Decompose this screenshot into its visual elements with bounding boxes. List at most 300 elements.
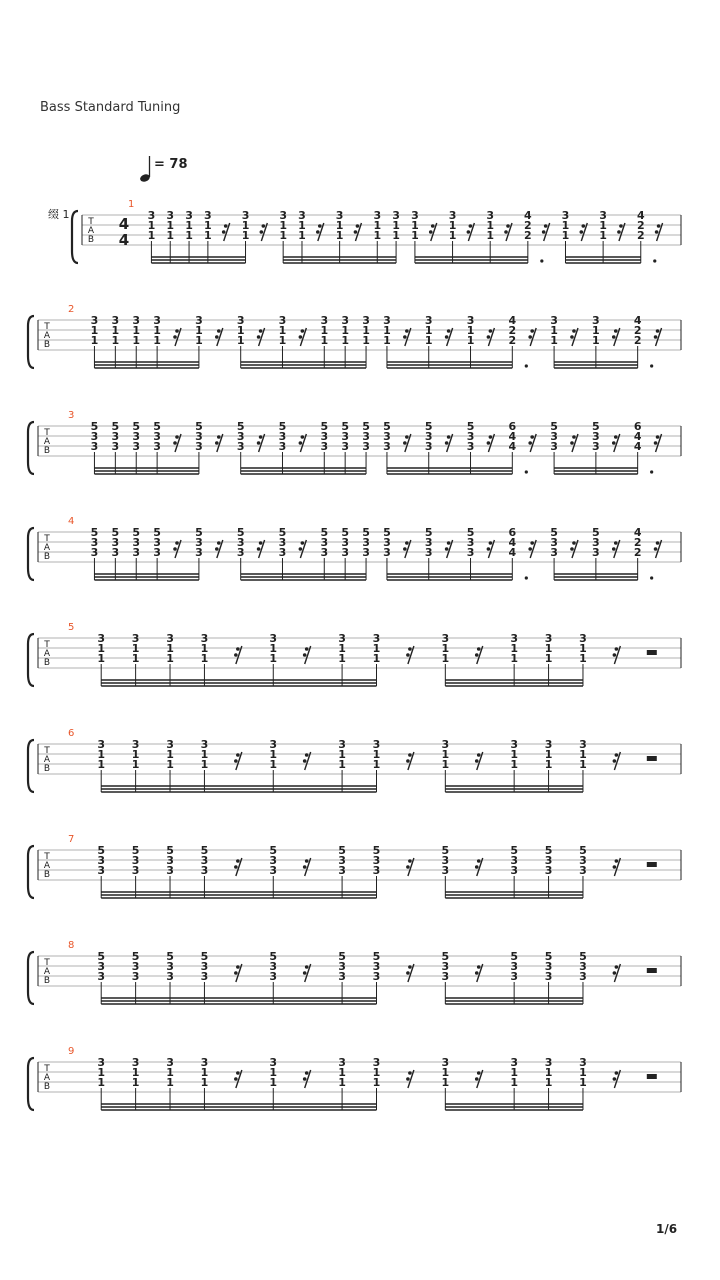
fret-number: 1 <box>147 229 156 242</box>
fret-number: 3 <box>579 960 587 973</box>
rest-dot <box>260 230 264 234</box>
rest-dot <box>487 441 491 445</box>
page-indicator[interactable]: 1/6 <box>656 1222 678 1236</box>
fret-number: 1 <box>131 642 140 655</box>
fret-number: 5 <box>341 420 349 433</box>
rest-dot <box>467 230 471 234</box>
fret-number: 1 <box>383 324 391 337</box>
fret-number: 3 <box>153 314 161 327</box>
tab-system <box>0 195 720 295</box>
fret-number: 1 <box>200 758 209 771</box>
rest-dot <box>305 965 309 969</box>
fret-number: 5 <box>132 526 141 539</box>
fret-number: 5 <box>90 526 99 539</box>
fret-number: 5 <box>510 844 518 857</box>
measure-number: 5 <box>68 622 75 633</box>
fret-number: 1 <box>373 229 382 242</box>
fret-number: 2 <box>524 229 532 242</box>
rest-dot <box>615 859 619 863</box>
rest-dot <box>305 1071 309 1075</box>
fret-number: 5 <box>90 420 99 433</box>
fret-number: 1 <box>200 748 209 761</box>
fret-number: 1 <box>132 334 141 347</box>
rest-dot <box>236 859 240 863</box>
fret-number: 1 <box>392 219 400 232</box>
fret-number: 3 <box>550 440 558 453</box>
fret-number: 3 <box>441 864 450 877</box>
fret-number: 1 <box>544 748 553 761</box>
fret-number: 1 <box>466 324 475 337</box>
fret-number: 3 <box>550 536 558 549</box>
rest-dot <box>582 224 586 228</box>
fret-number: 3 <box>200 864 209 877</box>
rest-dot <box>612 441 616 445</box>
fret-number: 5 <box>510 950 518 963</box>
rest-dot <box>654 335 658 339</box>
fret-number: 1 <box>486 219 495 232</box>
rest-dot <box>477 1071 481 1075</box>
fret-number: 5 <box>278 420 287 433</box>
tab-system-svg <box>0 406 720 506</box>
half-rest-icon <box>647 862 657 867</box>
rest-dot <box>475 1077 479 1081</box>
fret-number: 1 <box>550 334 558 347</box>
fret-number: 3 <box>111 546 120 559</box>
fret-number: 3 <box>166 1056 174 1069</box>
tab-clef-letter: B <box>43 1082 51 1092</box>
rest-dot <box>570 547 574 551</box>
rest-dot <box>222 230 226 234</box>
rest-dot <box>175 435 179 439</box>
rest-dot <box>544 224 548 228</box>
time-signature-top: 4 <box>118 215 130 233</box>
rest-dot <box>408 1071 412 1075</box>
tab-clef-letter: B <box>87 235 95 245</box>
dot-icon <box>650 470 653 473</box>
fret-number: 3 <box>278 546 287 559</box>
fret-number: 1 <box>166 229 175 242</box>
rest-dot <box>477 859 481 863</box>
fret-number: 1 <box>592 324 600 337</box>
rest-dot <box>477 753 481 757</box>
fret-number: 1 <box>335 229 344 242</box>
fret-number: 3 <box>131 960 140 973</box>
rest-dot <box>613 865 617 869</box>
system-brace <box>28 952 34 1004</box>
fret-number: 1 <box>90 324 99 337</box>
rest-dot <box>469 224 473 228</box>
tempo-value: = 78 <box>154 157 188 172</box>
fret-number: 3 <box>320 440 329 453</box>
rest-dot <box>408 965 412 969</box>
rest-dot <box>303 653 307 657</box>
fret-number: 1 <box>510 652 518 665</box>
fret-number: 3 <box>373 209 382 222</box>
fret-number: 3 <box>132 546 141 559</box>
fret-number: 3 <box>383 440 391 453</box>
fret-number: 5 <box>166 844 174 857</box>
rest-dot <box>615 753 619 757</box>
tab-system <box>0 300 720 400</box>
fret-number: 3 <box>320 430 329 443</box>
system-brace <box>28 528 34 580</box>
fret-number: 3 <box>544 960 553 973</box>
fret-number: 3 <box>338 864 346 877</box>
dot-icon <box>540 259 543 262</box>
fret-number: 3 <box>550 430 558 443</box>
fret-number: 3 <box>441 854 450 867</box>
rest-dot <box>489 541 493 545</box>
rest-dot <box>215 335 219 339</box>
fret-number: 3 <box>153 440 161 453</box>
dot-icon <box>525 364 528 367</box>
fret-number: 3 <box>383 546 391 559</box>
fret-number: 1 <box>338 758 346 771</box>
rest-dot <box>303 971 307 975</box>
fret-number: 3 <box>200 632 209 645</box>
fret-number: 1 <box>298 229 306 242</box>
fret-number: 3 <box>466 536 475 549</box>
tab-clef-letter: B <box>43 658 51 668</box>
fret-number: 3 <box>200 854 209 867</box>
measure-number: 4 <box>68 516 75 527</box>
measure-number: 9 <box>68 1046 75 1057</box>
fret-number: 1 <box>131 1066 140 1079</box>
tab-clef-letter: A <box>43 967 51 977</box>
tab-system <box>0 724 720 824</box>
rest-dot <box>299 547 303 551</box>
fret-number: 4 <box>508 314 517 327</box>
fret-number: 4 <box>633 430 642 443</box>
fret-number: 1 <box>195 334 203 347</box>
rest-dot <box>259 329 263 333</box>
fret-number: 5 <box>97 950 106 963</box>
fret-number: 3 <box>195 536 203 549</box>
fret-number: 4 <box>524 209 532 222</box>
rest-dot <box>403 441 407 445</box>
fret-number: 6 <box>508 526 517 539</box>
fret-number: 3 <box>90 314 99 327</box>
tab-clef-letter: T <box>44 958 50 968</box>
fret-number: 3 <box>372 864 381 877</box>
fret-number: 5 <box>362 526 370 539</box>
rest-dot <box>408 859 412 863</box>
fret-number: 3 <box>90 440 99 453</box>
rest-dot <box>215 441 219 445</box>
tab-clef-letter: A <box>43 331 51 341</box>
fret-number: 3 <box>338 1056 346 1069</box>
fret-number: 5 <box>153 526 161 539</box>
fret-number: 3 <box>90 546 99 559</box>
rest-dot <box>475 759 479 763</box>
fret-number: 1 <box>298 219 306 232</box>
fret-number: 1 <box>544 1076 553 1089</box>
rest-dot <box>354 230 358 234</box>
rest-dot <box>262 224 266 228</box>
tab-clef-letter: A <box>43 543 51 553</box>
rest-dot <box>408 647 412 651</box>
fret-number: 1 <box>90 334 99 347</box>
rest-dot <box>234 865 238 869</box>
fret-number: 3 <box>269 970 278 983</box>
rest-dot <box>217 541 221 545</box>
fret-number: 1 <box>510 1076 518 1089</box>
fret-number: 1 <box>441 758 450 771</box>
rest-dot <box>615 647 619 651</box>
rest-dot <box>236 647 240 651</box>
fret-number: 3 <box>278 430 287 443</box>
fret-number: 1 <box>341 334 349 347</box>
fret-number: 3 <box>111 536 120 549</box>
fret-number: 3 <box>579 738 587 751</box>
fret-number: 3 <box>200 738 209 751</box>
fret-number: 3 <box>362 314 370 327</box>
fret-number: 1 <box>579 758 587 771</box>
rest-dot <box>572 435 576 439</box>
fret-number: 5 <box>592 526 600 539</box>
fret-number: 2 <box>636 219 645 232</box>
fret-number: 3 <box>236 536 245 549</box>
rest-dot <box>447 435 451 439</box>
tab-system-svg <box>0 724 720 824</box>
fret-number: 3 <box>200 1056 209 1069</box>
fret-number: 5 <box>132 420 141 433</box>
fret-number: 3 <box>131 632 140 645</box>
fret-number: 3 <box>362 546 370 559</box>
fret-number: 3 <box>236 440 245 453</box>
fret-number: 1 <box>510 758 518 771</box>
fret-number: 3 <box>200 960 209 973</box>
fret-number: 1 <box>599 229 607 242</box>
fret-number: 1 <box>383 334 391 347</box>
fret-number: 1 <box>448 219 457 232</box>
fret-number: 5 <box>111 420 120 433</box>
rest-dot <box>612 547 616 551</box>
rest-dot <box>301 329 305 333</box>
fret-number: 1 <box>278 324 287 337</box>
fret-number: 3 <box>579 632 587 645</box>
tab-clef-letter: A <box>43 861 51 871</box>
rest-dot <box>447 541 451 545</box>
rest-dot <box>613 653 617 657</box>
rest-dot <box>173 335 177 339</box>
rest-dot <box>477 965 481 969</box>
measure-number: 6 <box>68 728 75 739</box>
fret-number: 3 <box>561 209 570 222</box>
fret-number: 3 <box>372 632 381 645</box>
tab-clef-letter: T <box>44 428 50 438</box>
fret-number: 4 <box>508 430 517 443</box>
fret-number: 1 <box>166 748 174 761</box>
tab-clef-letter: B <box>43 870 51 880</box>
rest-dot <box>257 441 261 445</box>
tab-system-svg <box>0 195 720 295</box>
fret-number: 3 <box>466 546 475 559</box>
fret-number: 3 <box>441 632 450 645</box>
fret-number: 3 <box>269 738 278 751</box>
track-label: 缀 1 <box>48 208 70 221</box>
fret-number: 2 <box>508 324 517 337</box>
fret-number: 3 <box>90 536 99 549</box>
fret-number: 3 <box>592 440 600 453</box>
fret-number: 5 <box>111 526 120 539</box>
fret-number: 4 <box>633 314 642 327</box>
tab-clef-letter: B <box>43 446 51 456</box>
fret-number: 2 <box>508 334 517 347</box>
fret-number: 3 <box>338 960 346 973</box>
rest-dot <box>447 329 451 333</box>
system-brace <box>72 211 78 263</box>
tab-system-svg <box>0 512 720 612</box>
rest-dot <box>572 541 576 545</box>
fret-number: 3 <box>131 864 140 877</box>
fret-number: 3 <box>278 314 287 327</box>
tab-clef-letter: A <box>43 437 51 447</box>
rest-dot <box>654 547 658 551</box>
rest-dot <box>429 230 433 234</box>
fret-number: 2 <box>633 536 642 549</box>
fret-number: 5 <box>153 420 161 433</box>
fret-number: 3 <box>195 546 203 559</box>
rest-dot <box>259 541 263 545</box>
fret-number: 3 <box>372 960 381 973</box>
fret-number: 3 <box>510 632 518 645</box>
rest-dot <box>615 965 619 969</box>
fret-number: 1 <box>466 334 475 347</box>
fret-number: 1 <box>97 748 106 761</box>
fret-number: 3 <box>411 209 419 222</box>
rest-dot <box>570 441 574 445</box>
rest-dot <box>613 759 617 763</box>
tab-system-svg <box>0 936 720 1036</box>
rest-dot <box>655 230 659 234</box>
fret-number: 1 <box>373 219 382 232</box>
fret-number: 1 <box>338 748 346 761</box>
fret-number: 3 <box>383 430 391 443</box>
fret-number: 3 <box>466 430 475 443</box>
tab-system-svg <box>0 830 720 930</box>
fret-number: 3 <box>544 1056 553 1069</box>
fret-number: 3 <box>362 430 370 443</box>
fret-number: 3 <box>195 314 203 327</box>
rest-dot <box>299 335 303 339</box>
fret-number: 3 <box>510 1056 518 1069</box>
fret-number: 1 <box>362 324 370 337</box>
fret-number: 1 <box>241 219 250 232</box>
measure-number: 3 <box>68 410 75 421</box>
fret-number: 3 <box>278 440 287 453</box>
fret-number: 3 <box>131 970 140 983</box>
system-brace <box>28 316 34 368</box>
fret-number: 1 <box>97 1076 106 1089</box>
system-brace <box>28 422 34 474</box>
fret-number: 3 <box>424 440 433 453</box>
fret-number: 1 <box>97 1066 106 1079</box>
system-brace <box>28 634 34 686</box>
rest-dot <box>477 647 481 651</box>
fret-number: 5 <box>579 950 587 963</box>
fret-number: 3 <box>147 209 156 222</box>
fret-number: 1 <box>269 1066 278 1079</box>
fret-number: 1 <box>510 642 518 655</box>
fret-number: 3 <box>362 536 370 549</box>
measure-number: 2 <box>68 304 75 315</box>
fret-number: 5 <box>236 526 245 539</box>
fret-number: 1 <box>338 652 346 665</box>
fret-number: 5 <box>195 420 203 433</box>
half-rest-icon <box>647 1074 657 1079</box>
tab-clef-letter: T <box>44 534 50 544</box>
fret-number: 5 <box>278 526 287 539</box>
fret-number: 1 <box>424 334 433 347</box>
fret-number: 1 <box>204 219 212 232</box>
fret-number: 5 <box>372 950 381 963</box>
fret-number: 3 <box>335 209 344 222</box>
fret-number: 5 <box>166 950 174 963</box>
rest-dot <box>406 865 410 869</box>
fret-number: 6 <box>508 420 517 433</box>
rest-dot <box>475 865 479 869</box>
rest-dot <box>506 224 510 228</box>
fret-number: 3 <box>131 1056 140 1069</box>
rest-dot <box>445 547 449 551</box>
rest-dot <box>257 335 261 339</box>
tab-clef-letter: B <box>43 764 51 774</box>
fret-number: 2 <box>633 546 642 559</box>
fret-number: 3 <box>338 738 346 751</box>
fret-number: 5 <box>441 844 450 857</box>
rest-dot <box>175 329 179 333</box>
fret-number: 3 <box>383 314 391 327</box>
tab-clef-letter: T <box>88 217 94 227</box>
fret-number: 3 <box>97 854 106 867</box>
fret-number: 5 <box>338 844 346 857</box>
fret-number: 1 <box>166 652 174 665</box>
fret-number: 5 <box>544 950 553 963</box>
fret-number: 3 <box>132 314 141 327</box>
fret-number: 1 <box>236 324 245 337</box>
measure-number: 7 <box>68 834 75 845</box>
fret-number: 5 <box>195 526 203 539</box>
rest-dot <box>475 653 479 657</box>
fret-number: 1 <box>550 324 558 337</box>
rest-dot <box>475 971 479 975</box>
fret-number: 1 <box>579 1076 587 1089</box>
fret-number: 1 <box>200 652 209 665</box>
rest-dot <box>305 647 309 651</box>
fret-number: 5 <box>200 844 209 857</box>
fret-number: 3 <box>97 632 106 645</box>
fret-number: 1 <box>147 219 156 232</box>
fret-number: 3 <box>166 970 174 983</box>
fret-number: 1 <box>486 229 495 242</box>
fret-number: 3 <box>153 546 161 559</box>
fret-number: 3 <box>338 854 346 867</box>
rest-dot <box>431 224 435 228</box>
fret-number: 3 <box>166 854 174 867</box>
fret-number: 2 <box>633 324 642 337</box>
fret-number: 3 <box>544 854 553 867</box>
fret-number: 1 <box>269 748 278 761</box>
fret-number: 3 <box>510 854 518 867</box>
fret-number: 3 <box>486 209 495 222</box>
fret-number: 1 <box>372 1076 381 1089</box>
fret-number: 3 <box>236 546 245 559</box>
rest-dot <box>654 441 658 445</box>
fret-number: 5 <box>320 526 329 539</box>
fret-number: 5 <box>383 526 391 539</box>
fret-number: 1 <box>166 642 174 655</box>
